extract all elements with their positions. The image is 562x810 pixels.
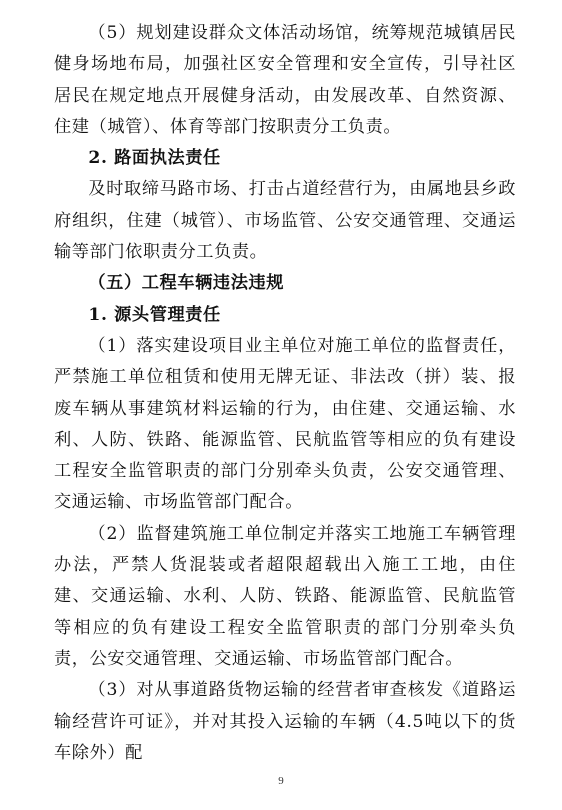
document-body bbox=[54, 18, 516, 769]
paragraph-item-3: （3）对从事道路货物运输的经营者审查核发《道路运输经营许可证》，并对其投入运输的车辆（4.5吨以下的货车除外）配 bbox=[54, 680, 516, 763]
page-number: 9 bbox=[278, 775, 284, 787]
section-heading-source-management: 1. 源头管理责任 bbox=[88, 304, 221, 325]
paragraph-item-2: （2）监督建筑施工单位制定并落实工地施工车辆管理办法，严禁人货混装或者超限超载出入施工工地，由住建、交通运输、水利、人防、铁路、能源监管、民航监管等相应的负有建设工程安全监管职责的部门分别牵头负责，公安交通管理、交通运输、市场监管部门配合。 bbox=[54, 523, 516, 669]
paragraph-item-5: （5）规划建设群众文体活动场馆，统筹规范城镇居民健身场地布局，加强社区安全管理和安全宣传，引导社区居民在规定地点开展健身活动，由发展改革、自然资源、住建（城管）、体育等部门按职责分工负责。 bbox=[54, 23, 516, 137]
paragraph-item-1: （1）落实建设项目业主单位对施工单位的监督责任，严禁施工单位租赁和使用无牌无证、非法改（拼）装、报废车辆从事建筑材料运输的行为，由住建、交通运输、水利、人防、铁路、能源监管、民航监管等相应的负有建设工程安全监管职责的部门分别牵头负责，公安交通管理、交通运输、市场监管部门配合。 bbox=[54, 335, 516, 513]
section-heading-road-enforcement: 2. 路面执法责任 bbox=[88, 148, 221, 169]
section-heading-engineering-vehicles: （五）工程车辆违法违规 bbox=[88, 273, 285, 294]
paragraph-road-enforcement: 及时取缔马路市场、打击占道经营行为，由属地县乡政府组织，住建（城管）、市场监管、公安交通管理、交通运输等部门依职责分工负责。 bbox=[54, 179, 516, 263]
